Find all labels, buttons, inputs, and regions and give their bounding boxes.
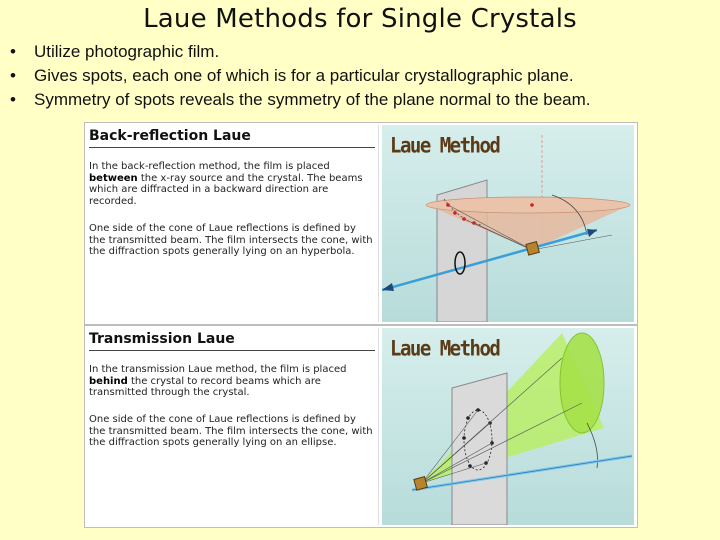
transmission-heading: Transmission Laue (89, 331, 235, 347)
transmission-diagram (382, 328, 634, 525)
back-reflection-text (87, 125, 379, 322)
laue-figure (84, 122, 638, 528)
bullet-item: • Utilize photographic film. (8, 40, 591, 64)
bullet-item: • Gives spots, each one of which is for a particular crystallographic plane. (8, 64, 591, 88)
diffraction-spot (453, 211, 457, 215)
back-reflection-paragraph-2: One side of the cone of Laue reflections is defined by the transmitted beam. The film intersects the cone, with the diffraction spots generally lying on an hyperbola. (89, 223, 373, 257)
transmission-paragraph-2: One side of the cone of Laue reflections is defined by the transmitted beam. The film intersects the cone, with the diffraction spots generally lying on an ellipse. (89, 414, 373, 448)
transmission-text (87, 328, 379, 525)
diffraction-spot (462, 436, 466, 440)
bullet-list (8, 40, 591, 112)
bullet-item: • Symmetry of spots reveals the symmetry of the plane normal to the beam. (8, 88, 591, 112)
cone-rim (426, 197, 630, 213)
diagram-label: Laue Method (390, 336, 500, 362)
para-text: the crystal to record beams which are transmitted through the crystal. (89, 375, 321, 398)
para-text: In the transmission Laue method, the film is placed (89, 364, 347, 375)
para-text: In the back-reflection method, the film is placed (89, 161, 330, 172)
para-text: the x-ray source and the crystal. The beams which are diffracted in a backward direction are recorded. (89, 172, 363, 207)
back-reflection-diagram (382, 125, 634, 322)
heading-rule (89, 147, 375, 148)
slide-title: Laue Methods for Single Crystals (143, 4, 577, 34)
crystal (526, 242, 539, 255)
transmission-panel (85, 326, 637, 527)
back-reflection-panel (85, 123, 637, 324)
heading-rule (89, 350, 375, 351)
para-bold-text: behind (89, 375, 128, 387)
back-reflection-heading: Back-reflection Laue (89, 128, 251, 144)
diffraction-spot (530, 203, 534, 207)
diffraction-spot (468, 464, 472, 468)
transmission-paragraph-1 (89, 364, 375, 399)
crystal (414, 477, 427, 490)
diagram-label: Laue Method (390, 133, 500, 159)
para-bold-text: between (89, 172, 138, 184)
cone-base (560, 333, 604, 433)
back-reflection-paragraph-1 (89, 161, 375, 207)
diffraction-spot (466, 416, 470, 420)
